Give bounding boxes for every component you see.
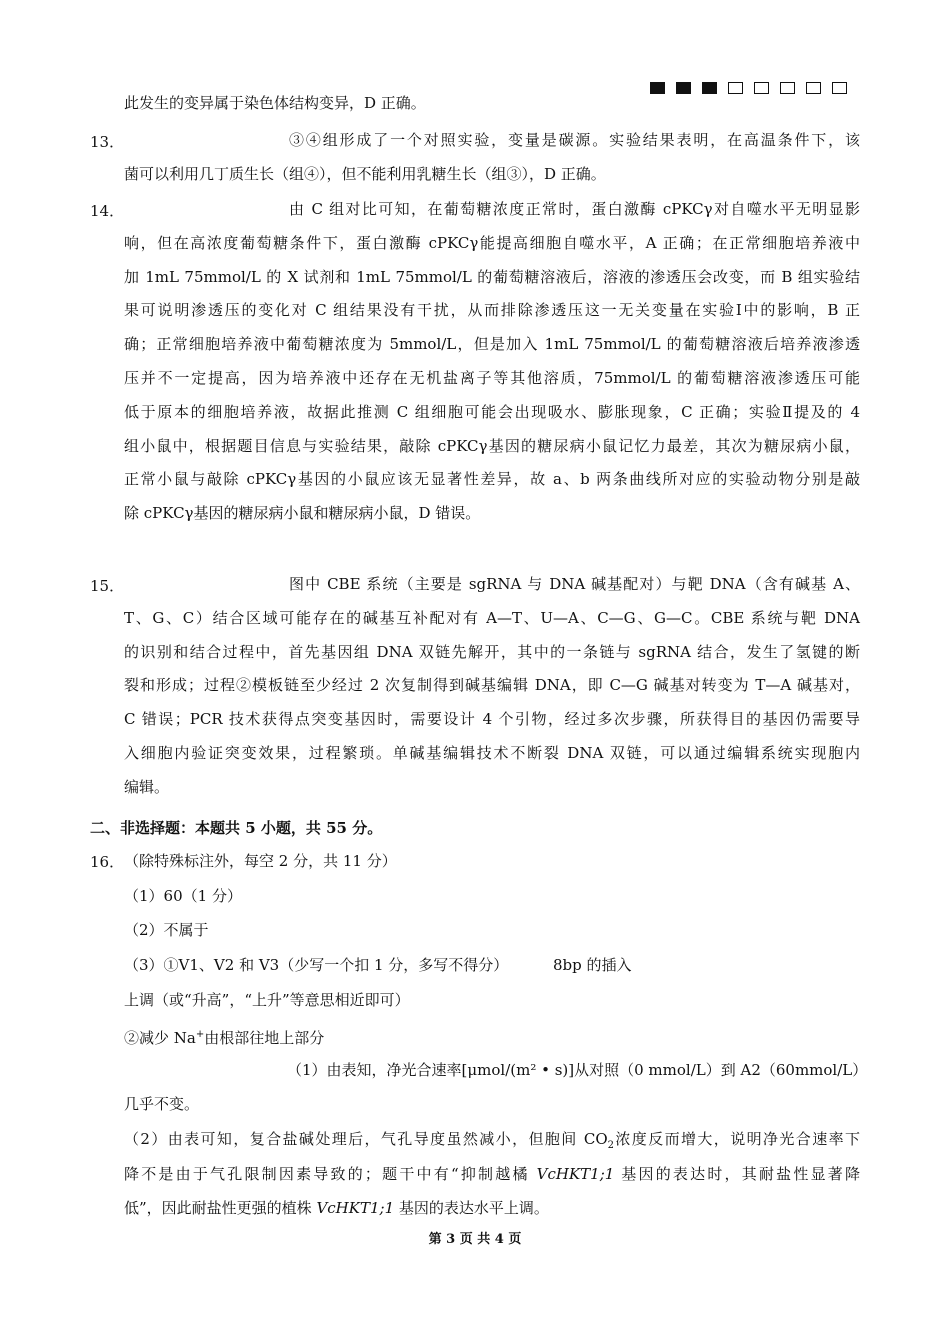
- marker-empty-square: [780, 82, 795, 94]
- text-line: 响，但在高浓度葡萄糖条件下，蛋白激酶 cPKCγ能提高细胞自噬水平，A 正确；在正常细胞培养液中: [124, 233, 860, 252]
- q16-answer-2: （2）不属于: [124, 921, 209, 939]
- text-line: T、G、C）结合区域可能存在的碱基互补配对有 A—T、U—A、C—G、G—C。CBE 系统与靶 DNA: [124, 608, 860, 627]
- q16-answer-1: （1）60（1 分）: [124, 887, 242, 905]
- q16-explanation-1-line1: （1）由表知，净光合速率[μmol/(m² • s)]从对照（0 mmol/L）到 A2（60mmol/L）: [287, 1061, 868, 1079]
- marker-empty-square: [832, 82, 847, 94]
- q15-explanation: [124, 568, 860, 805]
- text-line: ③④组形成了一个对照实验，变量是碳源。实验结果表明，在高温条件下，该: [289, 131, 860, 149]
- marker-empty-square: [728, 82, 743, 94]
- q16-explanation-2-line3: [124, 1191, 549, 1225]
- q16-answer-3-extra: 8bp 的插入: [553, 956, 632, 974]
- section-heading: 二、非选择题：本题共 5 小题，共 55 分。: [90, 819, 383, 837]
- text-line: 果可说明渗透压的变化对 C 组结果没有干扰，从而排除渗透压这一无关变量在实验Ⅰ中的影响，B 正: [124, 301, 860, 320]
- q13-number: 13．: [90, 133, 125, 151]
- text-line: 菌可以利用几丁质生长（组④），但不能利用乳糖生长（组③），D 正确。: [124, 164, 606, 183]
- marker-filled-square: [676, 82, 691, 94]
- text-line: 压并不一定提高，因为培养液中还存在无机盐离子等其他溶质，75mmol/L 的葡萄糖溶液渗透压可能: [124, 368, 860, 387]
- q16-number: 16．: [90, 853, 125, 871]
- q14-explanation: [124, 193, 860, 531]
- text-fragment: 基因的表达时，其耐盐性显著降: [614, 1165, 860, 1183]
- page-progress-marker: [650, 82, 847, 94]
- text-line: 的识别和结合过程中，首先基因组 DNA 双链先解开，其中的一条链与 sgRNA 结合，发生了氢键的断: [124, 642, 860, 661]
- text-fragment: 低”，因此耐盐性更强的植株: [124, 1199, 317, 1217]
- text-line: 确；正常细胞培养液中葡萄糖浓度为 5mmol/L，但是加入 1mL 75mmol/L 的葡萄糖溶液后培养液渗透: [124, 335, 860, 354]
- q14-number: 14．: [90, 202, 125, 220]
- text-line: 入细胞内验证突变效果，过程繁琐。单碱基编辑技术不断裂 DNA 双链，可以通过编辑系统实现胞内: [124, 743, 860, 762]
- text-fragment: ②减少 Na: [124, 1029, 196, 1047]
- q16-explanation-1-line2: 几乎不变。: [124, 1095, 200, 1113]
- text-line: 裂和形成；过程②模板链至少经过 2 次复制得到碱基编辑 DNA，即 C—G 碱基对转变为 T—A 碱基对，: [124, 676, 860, 695]
- text-line: 编辑。: [124, 777, 170, 796]
- gene-name: VcHKT1;1: [316, 1199, 395, 1217]
- text-line: 除 cPKCγ基因的糖尿病小鼠和糖尿病小鼠，D 错误。: [124, 504, 481, 523]
- text-fragment: 基因的表达水平上调。: [394, 1199, 549, 1217]
- subscript: 2: [607, 1140, 615, 1151]
- q15-number: 15．: [90, 577, 125, 595]
- q13-explanation: [124, 124, 860, 192]
- marker-empty-square: [806, 82, 821, 94]
- marker-filled-square: [650, 82, 665, 94]
- text-fragment: （2）由表可知，复合盐碱处理后，气孔导度虽然减小，但胞间 CO: [124, 1130, 608, 1148]
- text-line: 组小鼠中，根据题目信息与实验结果，敲除 cPKCγ基因的糖尿病小鼠记忆力最差，其次为糖尿病小鼠，: [124, 436, 860, 455]
- q16-scoring-note: （除特殊标注外，每空 2 分，共 11 分）: [124, 852, 397, 870]
- text-fragment: 降不是由于气孔限制因素导致的；题干中有“抑制越橘: [124, 1165, 537, 1183]
- q16-answer-3-line3: [124, 1018, 324, 1055]
- text-line: 由 C 组对比可知，在葡萄糖浓度正常时，蛋白激酶 cPKCγ对自噬水平无明显影: [289, 200, 860, 218]
- text-line: 加 1mL 75mmol/L 的 X 试剂和 1mL 75mmol/L 的葡萄糖溶液后，溶液的渗透压会改变，而 B 组实验结: [124, 267, 860, 286]
- page-footer: 第 3 页 共 4 页: [428, 1232, 522, 1247]
- gene-name: VcHKT1;1: [536, 1165, 615, 1183]
- q16-answer-3: （3）①V1、V2 和 V3（少写一个扣 1 分，多写不得分）: [124, 956, 509, 974]
- text-line: C 错误；PCR 技术获得点突变基因时，需要设计 4 个引物，经过多次步骤，所获得目的基因仍需要导: [124, 710, 860, 729]
- q16-explanation-2-line2: [124, 1157, 860, 1191]
- q16-answer-3-line2: 上调（或“升高”，“上升”等意思相近即可）: [124, 991, 410, 1009]
- text-line: 低于原本的细胞培养液，故据此推测 C 组细胞可能会出现吸水、膨胀现象，C 正确；实验Ⅱ提及的 4: [124, 402, 860, 421]
- text-line: 正常小鼠与敲除 cPKCγ基因的小鼠应该无显著性差异，故 a、b 两条曲线所对应的实验动物分别是敲: [124, 470, 860, 489]
- text-fragment: 由根部往地上部分: [204, 1029, 325, 1047]
- marker-empty-square: [754, 82, 769, 94]
- marker-filled-square: [702, 82, 717, 94]
- text-fragment: 浓度反而增大，说明净光合速率下: [614, 1130, 860, 1148]
- text-line: 图中 CBE 系统（主要是 sgRNA 与 DNA 碱基配对）与靶 DNA（含有碱基 A、: [289, 575, 860, 593]
- q12-continuation: 此发生的变异属于染色体结构变异，D 正确。: [124, 94, 426, 112]
- superscript: +: [195, 1029, 205, 1040]
